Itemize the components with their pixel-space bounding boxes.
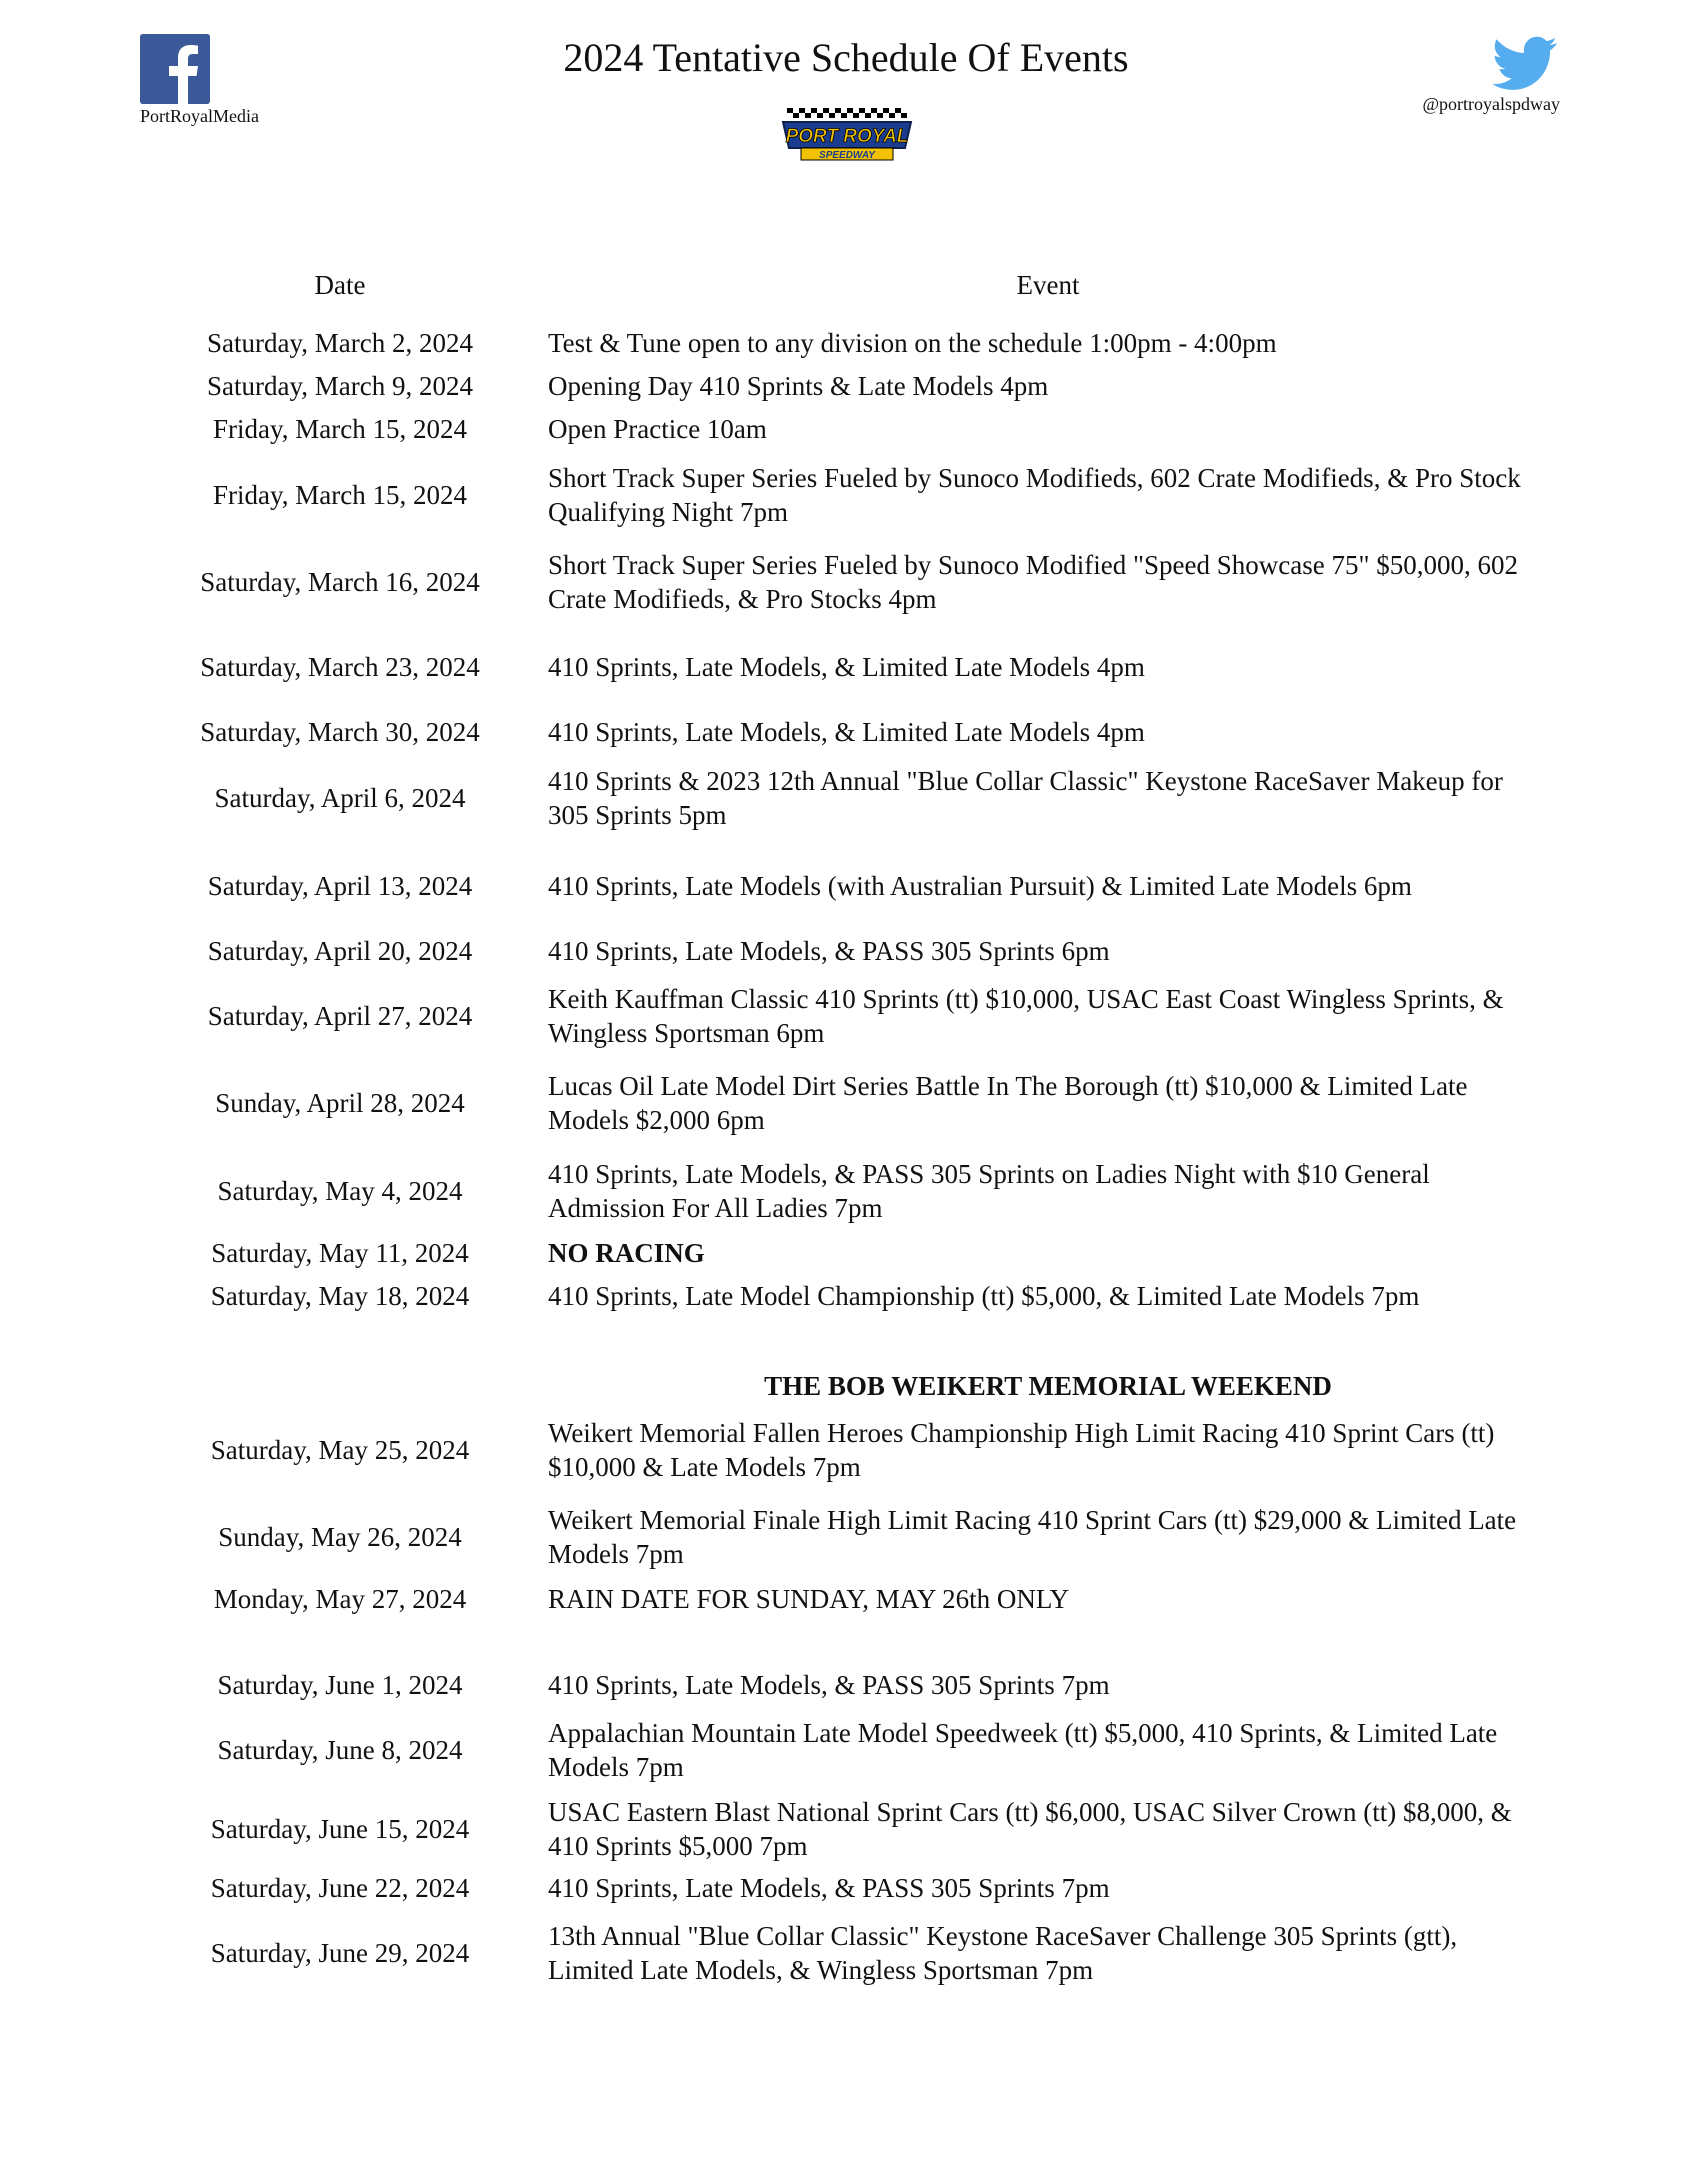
event-date: Saturday, April 20, 2024 xyxy=(207,935,473,966)
schedule-row xyxy=(0,412,1692,446)
schedule-row xyxy=(0,934,1692,968)
svg-text:PORT ROYAL: PORT ROYAL xyxy=(785,126,909,147)
event-date: Saturday, May 25, 2024 xyxy=(210,1434,470,1465)
event-date: Saturday, March 23, 2024 xyxy=(200,651,480,682)
event-description: USAC Eastern Blast National Sprint Cars (tt) $6,000, USAC Silver Crown (tt) $8,000, & 410 Sprints $5,000 7pm xyxy=(548,1797,1512,1861)
event-description: Open Practice 10am xyxy=(548,414,767,444)
event-date: Saturday, May 4, 2024 xyxy=(217,1175,463,1206)
schedule-row xyxy=(0,1416,1692,1484)
schedule-row xyxy=(0,1236,1692,1270)
event-date: Saturday, June 29, 2024 xyxy=(210,1937,470,1968)
schedule-row xyxy=(0,1279,1692,1313)
event-date: Saturday, April 6, 2024 xyxy=(214,782,466,813)
twitter-caption: @portroyalspdway xyxy=(1422,94,1560,114)
schedule-row xyxy=(0,650,1692,684)
section-heading: THE BOB WEIKERT MEMORIAL WEEKEND xyxy=(764,1371,1332,1401)
schedule-row xyxy=(0,1919,1692,1987)
schedule-row xyxy=(0,548,1692,616)
event-description: 410 Sprints, Late Model Championship (tt) $5,000, & Limited Late Models 7pm xyxy=(548,1281,1420,1311)
event-description: 410 Sprints, Late Models, & PASS 305 Sprints on Ladies Night with $10 General Admission For All Ladies 7pm xyxy=(548,1159,1430,1223)
event-date: Saturday, June 15, 2024 xyxy=(210,1813,470,1844)
event-date: Saturday, June 22, 2024 xyxy=(210,1872,470,1903)
page-title: 2024 Tentative Schedule Of Events xyxy=(563,35,1129,80)
schedule-row xyxy=(0,369,1692,403)
event-description: Appalachian Mountain Late Model Speedweek (tt) $5,000, 410 Sprints, & Limited Late Models 7pm xyxy=(548,1718,1498,1782)
schedule-row xyxy=(0,461,1692,529)
schedule-row xyxy=(0,1157,1692,1225)
event-date: Sunday, May 26, 2024 xyxy=(218,1521,462,1552)
schedule-row xyxy=(0,1871,1692,1905)
event-column-header: Event xyxy=(1016,270,1080,300)
schedule-row xyxy=(0,1668,1692,1702)
event-description: 410 Sprints & 2023 12th Annual "Blue Collar Classic" Keystone RaceSaver Makeup for 305 Sprints 5pm xyxy=(548,766,1503,830)
event-date: Saturday, April 13, 2024 xyxy=(207,870,473,901)
event-description: 13th Annual "Blue Collar Classic" Keystone RaceSaver Challenge 305 Sprints (gtt), Limited Late Models, & Wingless Sportsman 7pm xyxy=(548,1921,1458,1985)
event-date: Saturday, March 9, 2024 xyxy=(207,370,473,401)
schedule-row xyxy=(0,764,1692,832)
event-date: Saturday, June 8, 2024 xyxy=(217,1734,463,1765)
schedule-row xyxy=(0,1503,1692,1571)
event-date: Saturday, March 30, 2024 xyxy=(200,716,480,747)
event-description: 410 Sprints, Late Models, & PASS 305 Sprints 6pm xyxy=(548,936,1110,966)
event-date: Saturday, June 1, 2024 xyxy=(217,1669,463,1700)
event-description: 410 Sprints, Late Models (with Australian Pursuit) & Limited Late Models 6pm xyxy=(548,871,1412,901)
svg-text:SPEEDWAY: SPEEDWAY xyxy=(819,150,875,161)
schedule-row xyxy=(0,1069,1692,1137)
schedule-row xyxy=(0,715,1692,749)
event-description: 410 Sprints, Late Models, & PASS 305 Sprints 7pm xyxy=(548,1873,1110,1903)
event-description: 410 Sprints, Late Models, & PASS 305 Sprints 7pm xyxy=(548,1670,1110,1700)
event-date: Saturday, March 2, 2024 xyxy=(207,327,473,358)
event-date: Friday, March 15, 2024 xyxy=(213,479,467,510)
schedule-row xyxy=(0,1716,1692,1784)
event-date: Monday, May 27, 2024 xyxy=(213,1583,467,1614)
facebook-caption: PortRoyalMedia xyxy=(140,106,259,126)
schedule-row xyxy=(0,982,1692,1050)
event-date: Saturday, May 18, 2024 xyxy=(210,1280,470,1311)
event-description: Lucas Oil Late Model Dirt Series Battle In The Borough (tt) $10,000 & Limited Late Models $2,000 6pm xyxy=(548,1071,1468,1135)
event-description: NO RACING xyxy=(548,1238,705,1268)
schedule-row xyxy=(0,326,1692,360)
event-date: Saturday, April 27, 2024 xyxy=(207,1000,473,1031)
event-date: Saturday, March 16, 2024 xyxy=(200,566,480,597)
schedule-row xyxy=(0,869,1692,903)
event-description: Weikert Memorial Fallen Heroes Championship High Limit Racing 410 Sprint Cars (tt) $10,000 & Late Models 7pm xyxy=(548,1418,1495,1482)
event-description: Keith Kauffman Classic 410 Sprints (tt) $10,000, USAC East Coast Wingless Sprints, & Wingless Sportsman 6pm xyxy=(548,984,1504,1048)
event-description: 410 Sprints, Late Models, & Limited Late Models 4pm xyxy=(548,717,1145,747)
event-description: RAIN DATE FOR SUNDAY, MAY 26th ONLY xyxy=(548,1584,1070,1614)
event-date: Sunday, April 28, 2024 xyxy=(215,1087,465,1118)
schedule-row xyxy=(0,1582,1692,1616)
event-date: Friday, March 15, 2024 xyxy=(213,413,467,444)
event-description: Short Track Super Series Fueled by Sunoco Modifieds, 602 Crate Modifieds, & Pro Stock Qualifying Night 7pm xyxy=(548,463,1521,527)
event-description: Weikert Memorial Finale High Limit Racing 410 Sprint Cars (tt) $29,000 & Limited Late Models 7pm xyxy=(548,1505,1517,1569)
event-description: Opening Day 410 Sprints & Late Models 4pm xyxy=(548,371,1049,401)
event-description: 410 Sprints, Late Models, & Limited Late Models 4pm xyxy=(548,652,1145,682)
schedule-row xyxy=(0,1795,1692,1863)
event-date: Saturday, May 11, 2024 xyxy=(211,1237,469,1268)
event-description: Test & Tune open to any division on the schedule 1:00pm - 4:00pm xyxy=(548,328,1277,358)
date-column-header: Date xyxy=(314,270,366,300)
event-description: Short Track Super Series Fueled by Sunoco Modified "Speed Showcase 75" $50,000, 602 Crate Modifieds, & Pro Stocks 4pm xyxy=(548,550,1518,614)
